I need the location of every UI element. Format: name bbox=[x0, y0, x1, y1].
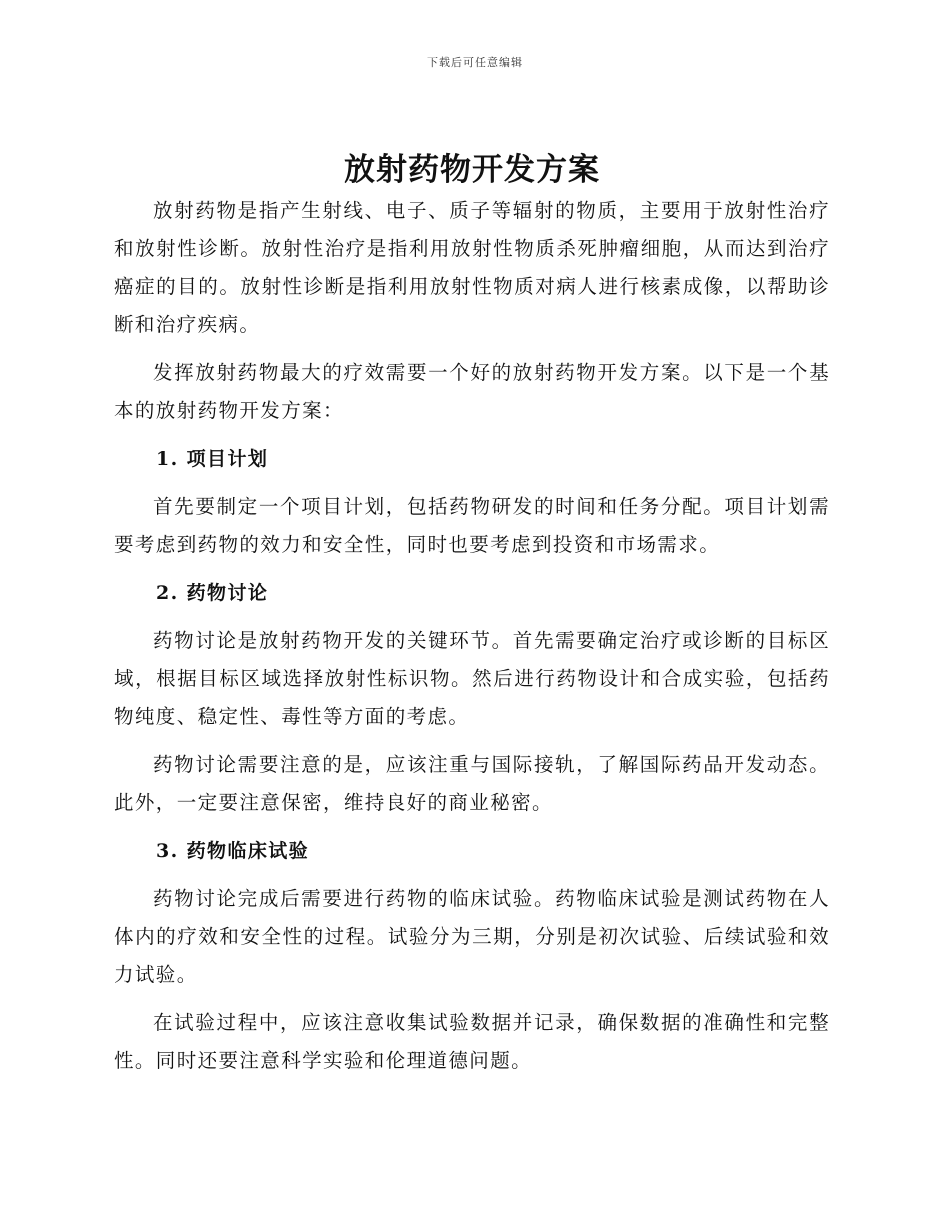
section-heading-drug-discussion: 2. 药物讨论 bbox=[156, 582, 269, 604]
intro-paragraph-2: 发挥放射药物最大的疗效需要一个好的放射药物开发方案。以下是一个基本的放射药物开发方案： bbox=[114, 361, 830, 422]
section-3-paragraph-2: 在试验过程中，应该注意收集试验数据并记录，确保数据的准确性和完整性。同时还要注意科学实验和伦理道德问题。 bbox=[114, 1011, 830, 1072]
intro-paragraph-1: 放射药物是指产生射线、电子、质子等辐射的物质，主要用于放射性治疗和放射性诊断。放射性治疗是指利用放射性物质杀死肿瘤细胞，从而达到治疗癌症的目的。放射性诊断是指利用放射性物质对病人进行核素成像，以帮助诊断和治疗疾病。 bbox=[114, 199, 830, 336]
section-heading-clinical-trial: 3. 药物临床试验 bbox=[156, 840, 310, 862]
document-body bbox=[114, 148, 830, 1080]
header-note: 下载后可任意编辑 bbox=[427, 56, 523, 69]
section-2-paragraph-1: 药物讨论是放射药物开发的关键环节。首先需要确定治疗或诊断的目标区域，根据目标区域选择放射性标识物。然后进行药物设计和合成实验，包括药物纯度、稳定性、毒性等方面的考虑。 bbox=[114, 629, 830, 728]
section-3-paragraph-1: 药物讨论完成后需要进行药物的临床试验。药物临床试验是测试药物在人体内的疗效和安全性的过程。试验分为三期，分别是初次试验、后续试验和效力试验。 bbox=[114, 887, 830, 986]
section-heading-project-plan: 1. 项目计划 bbox=[156, 448, 269, 470]
document-title: 放射药物开发方案 bbox=[344, 152, 600, 188]
section-1-paragraph-1: 首先要制定一个项目计划，包括药物研发的时间和任务分配。项目计划需要考虑到药物的效力和安全性，同时也要考虑到投资和市场需求。 bbox=[114, 495, 830, 556]
section-2-paragraph-2: 药物讨论需要注意的是，应该注重与国际接轨，了解国际药品开发动态。此外，一定要注意保密，维持良好的商业秘密。 bbox=[114, 753, 830, 814]
